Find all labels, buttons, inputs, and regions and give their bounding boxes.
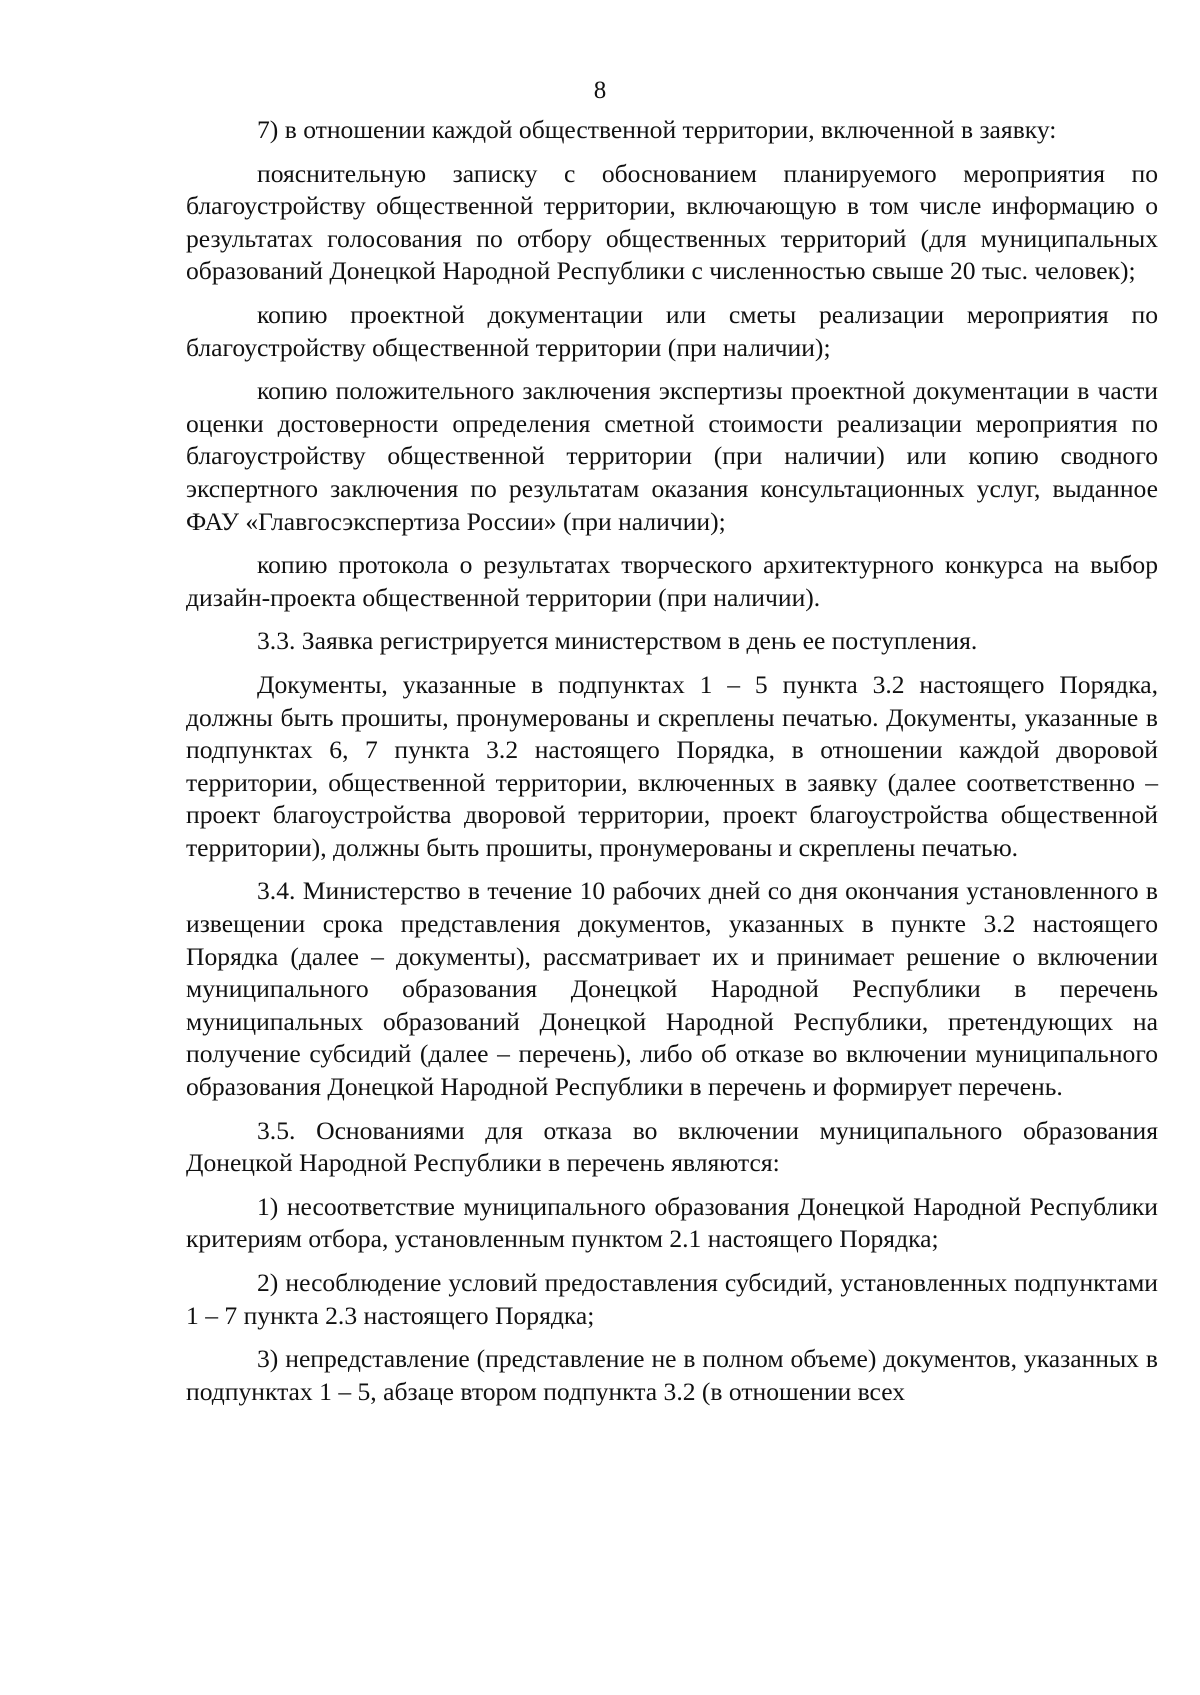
paragraph-subitem-7: 7) в отношении каждой общественной территории, включенной в заявку: <box>257 115 1057 144</box>
paragraph-refusal-1: 1) несоответствие муниципального образования Донецкой Народной Республики критериям отбора, установленным пунктом 2.1 настоящего Порядка; <box>186 1191 1158 1254</box>
paragraph-documents-binding: Документы, указанные в подпунктах 1 – 5 пункта 3.2 настоящего Порядка, должны быть прошиты, пронумерованы и скреплены печатью. Документы, указанные в подпунктах 6, 7 пункта 3.2 настоящего Порядка, в отношении каждой дворовой территории, общественной территории, включенных в заявку (далее соответственно – проект благоустройства дворовой территории, проект благоустройства общественной территории), должны быть прошиты, пронумерованы и скреплены печатью. <box>186 669 1158 862</box>
paragraph-3-5: 3.5. Основаниями для отказа во включении муниципального образования Донецкой Народной Республики в перечень являются: <box>186 1115 1158 1178</box>
paragraph-3-3: 3.3. Заявка регистрируется министерством в день ее поступления. <box>257 626 978 656</box>
paragraph-refusal-3: 3) непредставление (представление не в полном объеме) документов, указанных в подпунктах 1 – 5, абзаце втором подпункта 3.2 (в отношении всех <box>186 1344 1158 1406</box>
paragraph-3-4: 3.4. Министерство в течение 10 рабочих дней со дня окончания установленного в извещении срока представления документов, указанных в пункте 3.2 настоящего Порядка (далее – документы), рассматривает их и принимает решение о включении муниципального образования Донецкой Народной Республики в перечень муниципальных образований Донецкой Народной Республики, претендующих на получение субсидий (далее – перечень), либо об отказе во включении муниципального образования Донецкой Народной Республики в перечень и формирует перечень. <box>186 876 1158 1102</box>
paragraph-contest-protocol: копию протокола о результатах творческого архитектурного конкурса на выбор дизайн-проекта общественной территории (при наличии). <box>186 550 1158 612</box>
paragraph-project-docs-copy: копию проектной документации или сметы реализации мероприятия по благоустройству общественной территории (при наличии); <box>186 299 1158 362</box>
document-body <box>186 114 1158 1419</box>
paragraph-refusal-2: 2) несоблюдение условий предоставления субсидий, установленных подпунктами 1 – 7 пункта 2.3 настоящего Порядка; <box>186 1268 1158 1330</box>
paragraph-expertise-copy: копию положительного заключения экспертизы проектной документации в части оценки достоверности определения сметной стоимости реализации мероприятия по благоустройству общественной территории (при наличии) или копию сводного экспертного заключения по результатам оказания консультационных услуг, выданное ФАУ «Главгосэкспертиза России» (при наличии); <box>186 376 1158 536</box>
paragraph-explanatory-note: пояснительную записку с обоснованием планируемого мероприятия по благоустройству общественной территории, включающую в том числе информацию о результатах голосования по отбору общественных территорий (для муниципальных образований Донецкой Народной Республики с численностью свыше 20 тыс. человек); <box>186 158 1158 286</box>
page-number: 8 <box>593 77 607 104</box>
